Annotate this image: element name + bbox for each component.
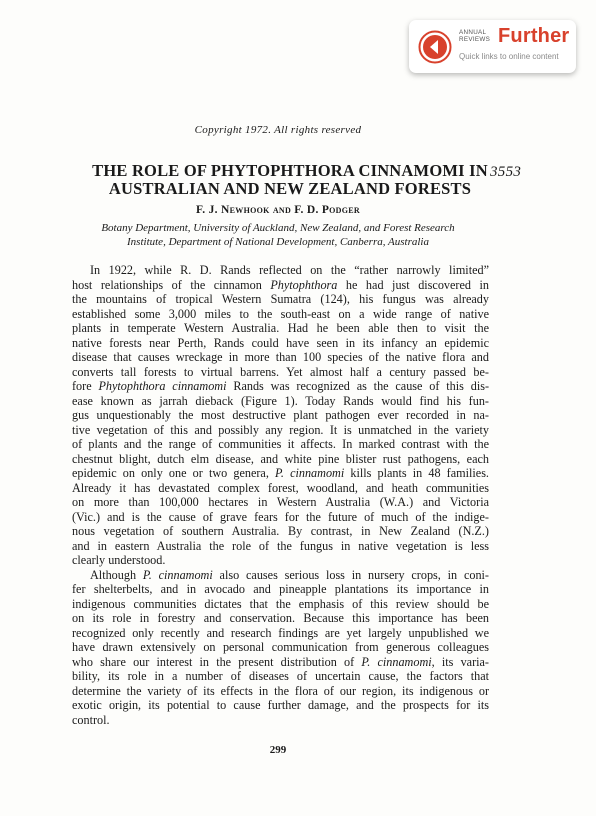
badge-title: Further bbox=[498, 25, 570, 47]
badge-small-line2: REVIEWS bbox=[459, 36, 491, 43]
affiliation-line: Institute, Department of National Development, Canberra, Australia bbox=[127, 236, 429, 248]
text-line: host relationships of the cinnamon Phytophthora he had just discovered in bbox=[72, 277, 489, 292]
text-line: established some 3,000 miles to the south-east on a wide range of native bbox=[72, 306, 489, 321]
article-title bbox=[60, 162, 520, 198]
text-line: epidemic on only one or two genera, P. cinnamomi kills plants in 48 families. bbox=[72, 466, 489, 480]
text-line: determine the variety of its effects in the flora of our region, its indigenous or bbox=[72, 683, 489, 698]
text-line: nous vegetation of southern Australia. By contrast, in New Zealand (N.Z.) bbox=[72, 524, 489, 538]
text-line: chestnut blight, dutch elm disease, and white pine blister rust pathogens, each bbox=[72, 451, 489, 466]
text-line: bility, its role in a number of diseases of uncertain cause, the factors that bbox=[72, 669, 489, 683]
text-line: who share our interest in the present distribution of P. cinnamomi, its varia- bbox=[72, 654, 489, 669]
text-line: indigenous communities dictates that the emphasis of this review should be bbox=[72, 596, 489, 611]
body-text bbox=[72, 263, 489, 727]
badge-subtitle: Quick links to online content bbox=[459, 52, 559, 61]
text-line: Although P. cinnamomi also causes serious loss in nursery crops, in coni- bbox=[90, 567, 489, 582]
title-line: THE ROLE OF PHYTOPHTHORA CINNAMOMI IN bbox=[92, 161, 488, 180]
text-line: Already it has devastated complex forest, woodland, and heath communities bbox=[72, 480, 489, 495]
authors: F. J. Newhook and F. D. Podger bbox=[196, 204, 360, 216]
text-line: native forests near Perth, Rands could have seen in its infancy an epidemic bbox=[72, 335, 489, 350]
back-arrow-icon bbox=[418, 30, 452, 64]
text-line: In 1922, while R. D. Rands reflected on the “rather narrowly limited” bbox=[90, 263, 489, 277]
text-line: gus unquestionably the most destructive plant pathogen ever recorded in na- bbox=[72, 408, 489, 422]
title-line: AUSTRALIAN AND NEW ZEALAND FORESTS bbox=[108, 179, 472, 198]
text-line: exotic origin, its potential to cause further damage, and the prospects for its bbox=[72, 698, 489, 712]
copyright-line: Copyright 1972. All rights reserved bbox=[194, 124, 362, 136]
text-line: clearly understood. bbox=[72, 553, 166, 567]
affiliation bbox=[40, 221, 516, 249]
text-line: control. bbox=[72, 712, 110, 727]
text-line: ease known as jarrah dieback (Figure 1). Today Rands would find his fun- bbox=[72, 393, 489, 408]
text-line: fer shelterbelts, and in avocado and pineapple plantations its importance in bbox=[72, 582, 489, 596]
text-line: fore Phytophthora cinnamomi Rands was recognized as the cause of this dis- bbox=[72, 379, 489, 393]
text-line: converts tall forests to virtual barrens. Yet almost half a century passed be- bbox=[72, 364, 489, 379]
text-line: on its role in forestry and conservation. Because this importance has been bbox=[72, 611, 489, 625]
text-line: plants in temperate Western Australia. Had he been able then to visit the bbox=[72, 321, 489, 335]
affiliation-line: Botany Department, University of Auckland, New Zealand, and Forest Research bbox=[101, 222, 455, 234]
text-line: disease that causes wreckage in more than 100 species of the native flora and bbox=[72, 350, 489, 364]
paragraph-1 bbox=[72, 263, 489, 568]
text-line: tive vegetation of this and possibly any region. It is unmatched in the variety bbox=[72, 422, 489, 437]
text-line: (Vic.) and is the cause of grave fears for the future of much of the indige- bbox=[72, 509, 489, 524]
page-number: 299 bbox=[269, 744, 287, 756]
paragraph-2 bbox=[72, 568, 489, 728]
further-badge[interactable] bbox=[409, 20, 576, 73]
article-number: 3553 bbox=[490, 164, 522, 180]
badge-small-line1: ANNUAL bbox=[459, 29, 487, 36]
text-line: recognized only recently and research findings are yet largely unpublished we bbox=[72, 625, 489, 640]
text-line: on more than 100,000 hectares in Western Australia (W.A.) and Victoria bbox=[72, 495, 489, 509]
badge-publisher bbox=[459, 29, 490, 43]
text-line: and in eastern Australia the role of the fungus in native vegetation is less bbox=[72, 538, 489, 553]
text-line: of plants and the range of communities it affects. In marked contrast with the bbox=[72, 437, 489, 451]
text-line: the mountains of tropical Western Sumatra (124), his fungus was already bbox=[72, 292, 489, 306]
text-line: have drawn extensively on personal communication from generous colleagues bbox=[72, 640, 489, 654]
